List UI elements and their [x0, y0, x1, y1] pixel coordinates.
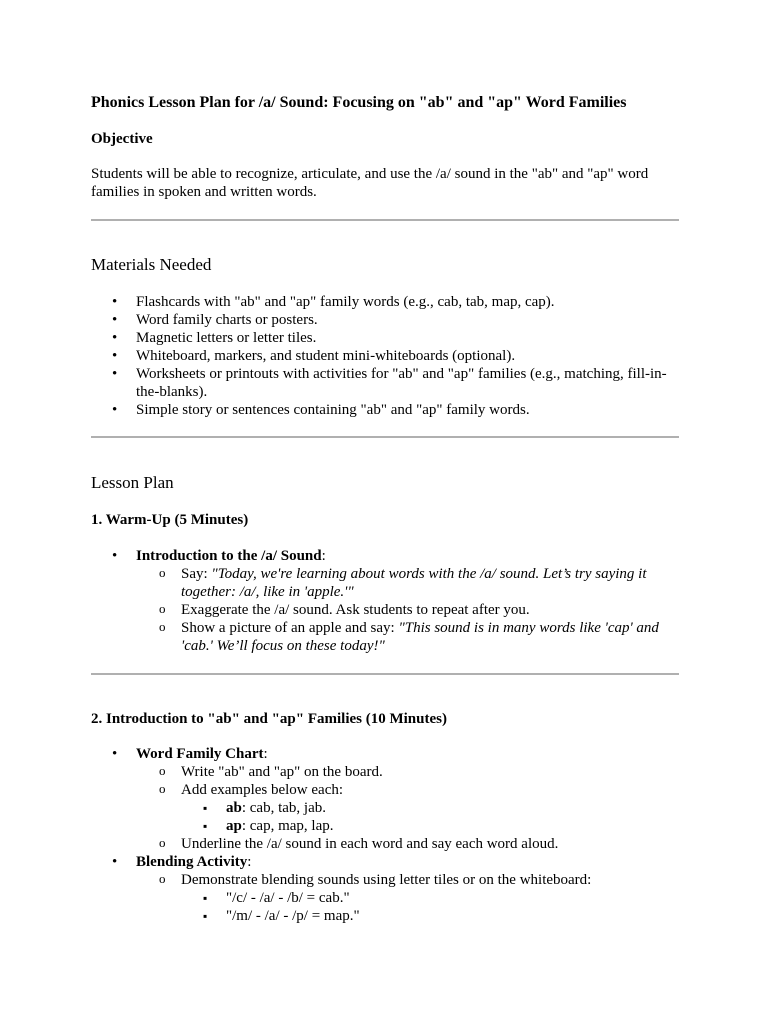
exaggerate-item: o Exaggerate the /a/ sound. Ask students to repeat after you.	[136, 601, 679, 619]
write-item: o Write "ab" and "ap" on the board.	[136, 763, 679, 781]
materials-heading: Materials Needed	[91, 255, 212, 274]
materials-item: • Magnetic letters or letter tiles.	[91, 329, 679, 347]
warmup-sublist	[136, 565, 679, 655]
word-family-chart-item	[91, 745, 679, 853]
materials-item: • Simple story or sentences containing "ab" and "ap" family words.	[91, 401, 679, 419]
section-divider	[91, 219, 679, 221]
add-examples-item	[136, 781, 679, 835]
blending-activity-item	[91, 853, 679, 925]
objective-text: Students will be able to recognize, articulate, and use the /a/ sound in the "ab" and "ap" word families in spoken and written words.	[91, 166, 649, 200]
ab-words: : cab, tab, jab.	[241, 800, 326, 816]
colon: :	[263, 746, 268, 762]
materials-item: • Word family charts or posters.	[91, 311, 679, 329]
ap-words: : cap, map, lap.	[241, 818, 334, 834]
ap-label: ap	[226, 818, 242, 834]
show-item	[136, 619, 679, 655]
intro-families-list	[91, 745, 679, 925]
materials-item: • Whiteboard, markers, and student mini-whiteboards (optional).	[91, 347, 679, 365]
show-quote: "This sound is in many words like 'cap' and 'cab.' We’ll focus on these today!"	[181, 620, 659, 654]
blend-example-item: ▪ "/c/ - /a/ - /b/ = cab."	[181, 889, 679, 907]
underline-item: o Underline the /a/ sound in each word and say each word aloud.	[136, 835, 679, 853]
ap-example-item	[181, 817, 679, 835]
chart-sublist	[136, 763, 679, 853]
show-prefix: Show a picture of an apple and say:	[181, 620, 399, 636]
colon: :	[247, 854, 252, 870]
demonstrate-item	[136, 871, 679, 925]
section-divider	[91, 673, 679, 675]
document-page	[91, 93, 679, 925]
demonstrate-text: Demonstrate blending sounds using letter tiles or on the whiteboard:	[181, 872, 592, 888]
objective-heading: Objective	[91, 131, 153, 147]
say-prefix: Say:	[181, 566, 212, 582]
intro-sound-label: Introduction to the /a/ Sound	[136, 548, 322, 564]
ab-example-item	[181, 799, 679, 817]
blending-sublist	[136, 871, 679, 925]
blending-activity-label: Blending Activity	[136, 854, 248, 870]
warmup-list	[91, 547, 679, 655]
blend-example-item: ▪ "/m/ - /a/ - /p/ = map."	[181, 907, 679, 925]
ab-label: ab	[226, 800, 242, 816]
warmup-heading: 1. Warm-Up (5 Minutes)	[91, 512, 249, 528]
blend-examples	[181, 889, 679, 925]
colon: :	[321, 548, 326, 564]
section-divider	[91, 436, 679, 438]
add-examples-text: Add examples below each:	[181, 782, 344, 798]
materials-item: • Flashcards with "ab" and "ap" family words (e.g., cab, tab, map, cap).	[91, 293, 679, 311]
say-quote: "Today, we're learning about words with the /a/ sound. Let’s try saying it together: /a/, like in 'apple.'"	[181, 566, 647, 600]
lesson-plan-heading: Lesson Plan	[91, 473, 174, 492]
intro-families-heading: 2. Introduction to "ab" and "ap" Families (10 Minutes)	[91, 711, 447, 727]
materials-list	[91, 293, 679, 419]
examples-sublist	[181, 799, 679, 835]
materials-item: • Worksheets or printouts with activities for "ab" and "ap" families (e.g., matching, fill-in-the-blanks).	[91, 365, 679, 401]
warmup-item	[91, 547, 679, 655]
say-item	[136, 565, 679, 601]
word-family-chart-label: Word Family Chart	[136, 746, 264, 762]
document-title: Phonics Lesson Plan for /a/ Sound: Focusing on "ab" and "ap" Word Families	[91, 94, 627, 111]
